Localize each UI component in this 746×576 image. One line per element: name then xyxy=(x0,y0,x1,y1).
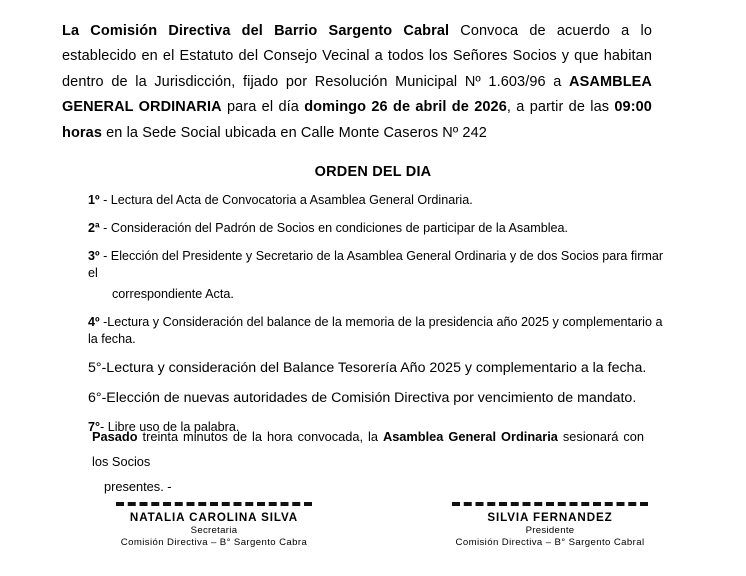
agenda-item-7-text: - Libre uso de la palabra. xyxy=(100,420,240,434)
convocation-text-2: para el día xyxy=(221,99,305,115)
closing-text-2: sesionará con los Socios xyxy=(92,428,644,469)
signature-role-right: Presidente xyxy=(525,525,575,536)
convocation-paragraph xyxy=(62,19,652,147)
agenda-item-1 xyxy=(88,192,664,209)
closing-bold-lead: Pasado xyxy=(92,428,138,444)
agenda-item-4-text: -Lectura y Consideración del balance de la memoria de la presidencia año 2025 y complementario a la fecha. xyxy=(88,315,663,346)
agenda-item-3-continuation: correspondiente Acta. xyxy=(112,287,234,301)
agenda-item-6 xyxy=(88,389,664,408)
agenda-item-6-text: -Elección de nuevas autoridades de Comisión Directiva por vencimiento de mandato. xyxy=(101,390,637,406)
agenda-item-2-ordinal: 2ª xyxy=(88,221,100,235)
signature-block-secretaria xyxy=(64,498,364,549)
closing-text-1: treinta minutos de la hora convocada, la xyxy=(137,428,383,444)
agenda-list xyxy=(88,192,664,447)
agenda-item-7-ordinal: 7° xyxy=(88,420,101,434)
convocation-bold-opening: La Comisión Directiva del Barrio Sargento Cabral xyxy=(62,22,450,39)
signature-name-left: NATALIA CAROLINA SILVA xyxy=(129,511,299,524)
agenda-heading: ORDEN DEL DIA xyxy=(314,164,432,180)
signature-line-right xyxy=(452,498,648,507)
convocation-text-4: en la Sede Social ubicada en Calle Monte Caseros Nº 242 xyxy=(102,124,487,141)
agenda-item-3-text: - Elección del Presidente y Secretario de la Asamblea General Ordinaria y de dos Socios para firmar el xyxy=(88,249,664,280)
closing-paragraph xyxy=(92,424,644,499)
agenda-item-6-ordinal: 6° xyxy=(88,390,102,406)
convocation-assembly-name: ASAMBLEA GENERAL ORDINARIA xyxy=(62,73,652,115)
signature-role-left: Secretaria xyxy=(190,525,238,536)
agenda-item-5 xyxy=(88,359,664,378)
agenda-item-1-text: - Lectura del Acta de Convocatoria a Asamblea General Ordinaria. xyxy=(99,193,473,207)
closing-second-line: presentes. - xyxy=(104,478,172,494)
agenda-item-4-ordinal: 4º xyxy=(88,315,100,329)
signature-line-left xyxy=(116,498,312,507)
signature-row xyxy=(0,498,746,576)
agenda-item-5-text: -Lectura y consideración del Balance Tesorería Año 2025 y complementario a la fecha. xyxy=(101,360,647,376)
agenda-item-3-ordinal: 3º xyxy=(88,249,100,263)
agenda-item-2 xyxy=(88,220,664,237)
signature-org-left: Comisión Directiva – B° Sargento Cabra xyxy=(120,537,308,548)
signature-org-right: Comisión Directiva – B° Sargento Cabral xyxy=(455,537,645,548)
convocation-text-3: , a partir de las xyxy=(506,99,615,115)
convocation-date: domingo 26 de abril de 2026 xyxy=(304,99,507,115)
agenda-item-3 xyxy=(88,248,664,303)
agenda-item-5-ordinal: 5° xyxy=(88,360,102,376)
convocation-time: 09:00 horas xyxy=(62,99,652,141)
convocation-text-1: Convoca de acuerdo a lo establecido en el Estatuto del Consejo Vecinal a todos los Señores Socios y que habitan dentro de la Jurisdicción, fijado por Resolución Municipal Nº 1.603/96 a xyxy=(62,22,652,90)
agenda-item-4 xyxy=(88,314,664,348)
signature-name-right: SILVIA FERNANDEZ xyxy=(487,511,613,524)
agenda-item-2-text: - Consideración del Padrón de Socios en condiciones de participar de la Asamblea. xyxy=(99,221,569,235)
signature-block-presidente xyxy=(400,498,700,549)
closing-assembly-name: Asamblea General Ordinaria xyxy=(382,428,558,444)
agenda-item-1-ordinal: 1º xyxy=(88,193,100,207)
